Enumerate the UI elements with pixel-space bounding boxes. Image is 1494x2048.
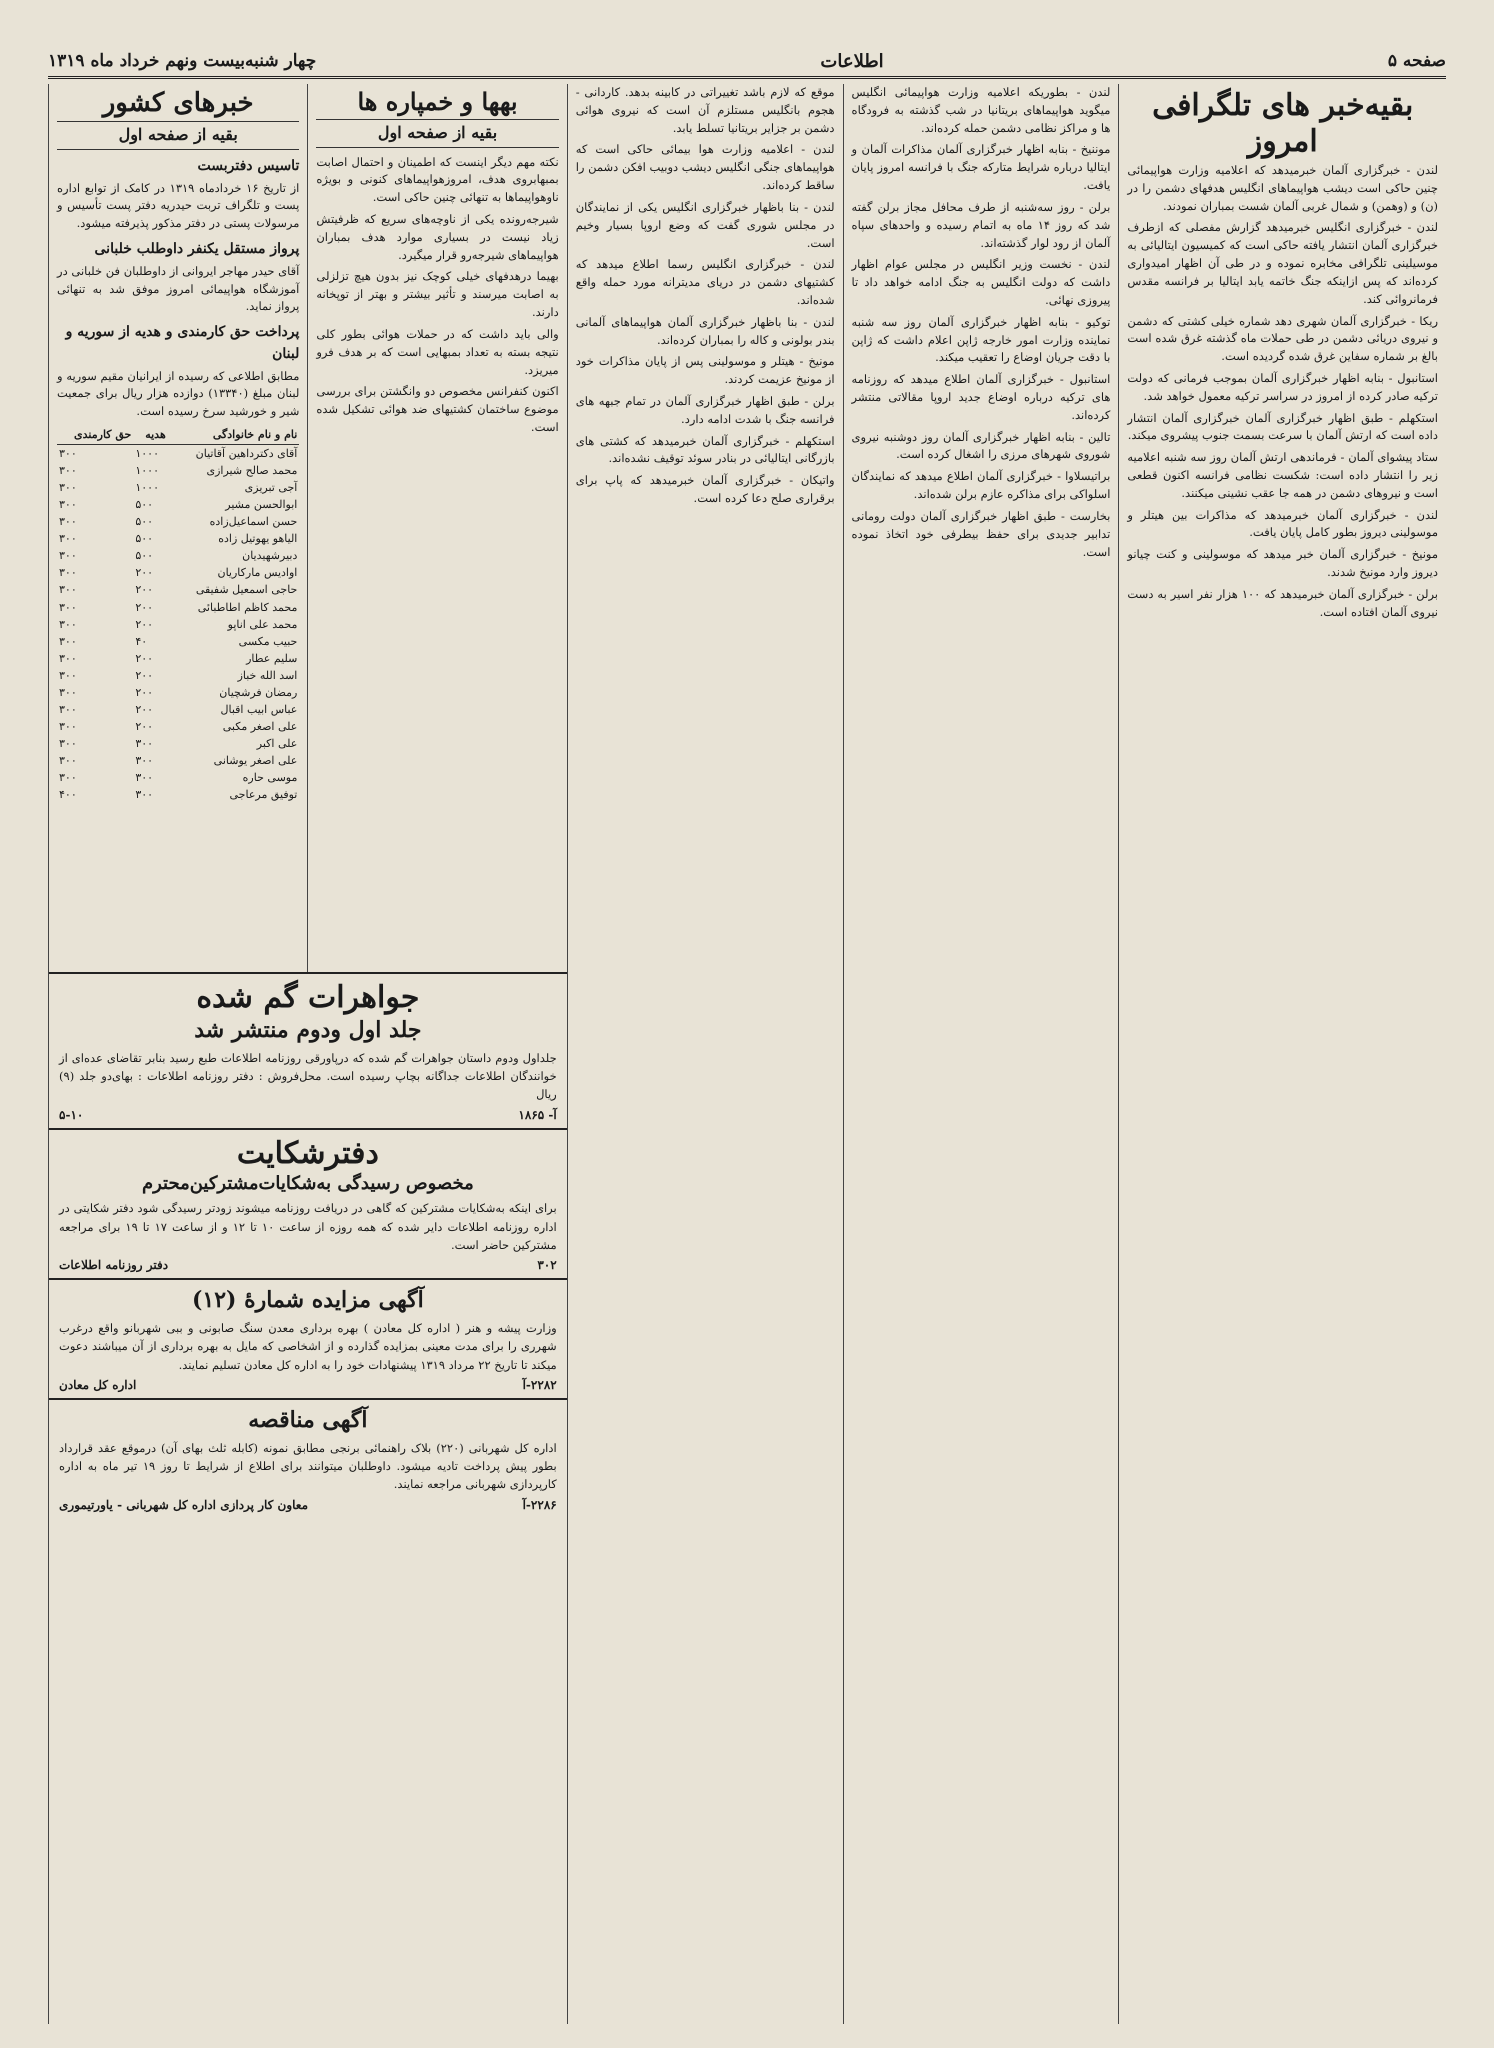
war-item-1: لندن - بطوریکه اعلامیه وزارت هواپیمائی انگلیس میگوید هواپیماهای بریتانیا در شب گذشته به فرودگاه ها و مراکز نظامی دشمن حمله کرده‌اند. (851, 85, 1111, 135)
donor-fee: ۳۰۰ (59, 566, 77, 580)
telegraph-item-6: ستاد پیشوای آلمان - فرماندهی ارتش آلمان روز سه شنبه اعلامیه زیر را انتشار داده است: شکست نظامی فرانسه اکنون قطعی است و نیروهای دشمن در همه جا عقب نشینی میکنند. (1127, 450, 1438, 500)
donor-fee: ۳۰۰ (59, 515, 77, 529)
donor-row (57, 616, 299, 633)
country-news-column (49, 84, 307, 972)
telegraph-item-3: ریکا - خبرگزاری آلمان شهری دهد شماره خیلی کشتی که دشمن و نیروی دریائی دشمن در طی حملات ماه گذشته غرق شده است بالغ بر شماره سفاین غرق شده گردیده است. (1127, 313, 1438, 364)
donor-fee: ۳۰۰ (59, 549, 77, 563)
donor-row (57, 462, 299, 479)
country-title: خبرهای کشور (102, 88, 254, 118)
complaints-ad (49, 1130, 567, 1281)
donor-fee: ۳۰۰ (59, 532, 77, 546)
donor-row (57, 667, 299, 684)
donors-header-gift: هدیه (133, 425, 167, 445)
donor-name: الیاهو یهوتیل زاده (218, 532, 298, 546)
jewels-ad-ref-2: ۵-۱۰ (59, 1107, 84, 1122)
donor-fee: ۳۰۰ (59, 753, 77, 767)
paper-name: اطلاعات (820, 50, 884, 72)
masthead (48, 46, 1446, 79)
misc-item-6: مونیخ - هیتلر و موسولینی پس از پایان مذاکرات خود از مونیخ عزیمت کردند. (575, 354, 835, 387)
jewels-ad-subtitle: جلد اول ودوم منتشر شد (194, 1017, 422, 1043)
page-number: صفحه ۵ (1387, 51, 1446, 71)
telegraph-item-9: برلن - خبرگزاری آلمان خبرمیدهد که ۱۰۰ هزار نفر اسیر به دست نیروی آلمان افتاده است. (1127, 586, 1438, 619)
country-subtitle: بقیه از صفحه اول (57, 121, 299, 150)
donor-fee: ۳۰۰ (59, 634, 77, 648)
donor-fee: ۳۰۰ (59, 685, 77, 699)
donor-row (57, 701, 299, 718)
donor-gift: ۲۰۰ (135, 600, 154, 614)
donor-gift: ۲۰۰ (135, 617, 154, 631)
donor-fee: ۴۰۰ (59, 788, 77, 802)
auction-ad (49, 1280, 567, 1400)
auction-ad-ref: ۲۲۸۲-آ (522, 1378, 557, 1393)
donor-row (57, 650, 299, 667)
donor-gift: ۵۰۰ (135, 532, 154, 546)
tender-ad-ref: ۲۲۸۶-آ (522, 1497, 557, 1512)
donor-name: علی اصغر مکبی (222, 719, 298, 733)
war-news-column (843, 84, 1119, 2024)
donor-gift: ۲۰۰ (135, 719, 154, 733)
telegraph-title: بقیه‌خبر های تلگرافی امروز (1152, 88, 1414, 159)
donor-gift: ۲۰۰ (135, 685, 154, 699)
auction-ad-title: آگهی مزایده شمارهٔ (۱۲) (191, 1287, 424, 1314)
country-paragraph-1: از تاریخ ۱۶ خردادماه ۱۳۱۹ در کامک از توابع اداره پست و تلگراف تربت حیدریه دفتر پست تأسیس و مرسولات پستی در دفتر مذکور پذیرفته میشود. (57, 180, 300, 231)
donor-name: علی اکبر (256, 736, 298, 750)
donor-row (57, 735, 299, 752)
donors-header-row (57, 425, 299, 445)
donor-name: محمد علی اناپو (227, 617, 298, 631)
donor-name: حبیب مکسی (238, 634, 298, 648)
donor-fee: ۳۰۰ (59, 651, 77, 665)
donor-name: محمد کاظم اطاطبائی (197, 600, 298, 614)
war-item-4: لندن - نخست وزیر انگلیس در مجلس عوام اظهار داشت که دولت انگلیس به جنگ ادامه خواهد داد تا پیروزی نهائی. (851, 257, 1111, 307)
donor-gift: ۲۰۰ (135, 583, 154, 597)
bombs-paragraph-3: بهیما درهدفهای خیلی کوچک نیز بدون هیچ تزلزلی به اصابت میرسند و تأثیر بیشتر و بهتر از توپخانه دارند. (316, 269, 559, 320)
tender-ad-signature: معاون کار پردازی اداره کل شهربانی - یاورتیموری (59, 1497, 309, 1512)
bombs-title: بهها و خمپاره ها (357, 87, 518, 116)
country-heading-1: تاسیس دفتربست (197, 157, 300, 174)
donor-gift: ۴۰ (135, 634, 148, 648)
bombs-paragraph-5: اکنون کنفرانس مخصوص دو وانگشتن برای بررسی موضوع ساختمان کشتیهای ضد هوائی تشکیل شده است. (316, 384, 559, 434)
donor-gift: ۵۰۰ (135, 549, 154, 563)
donor-gift: ۲۰۰ (135, 668, 154, 682)
donor-fee: ۳۰۰ (59, 719, 77, 733)
donor-name: حسن اسماعیل‌زاده (209, 515, 298, 529)
telegraph-item-8: مونیخ - خبرگزاری آلمان خبر میدهد که موسولینی و کنت چیانو دیروز وارد مونیخ شدند. (1127, 547, 1438, 580)
jewels-ad-title: جواهرات گم شده (196, 980, 420, 1015)
misc-item-5: لندن - بنا باظهار خبرگزاری آلمان هواپیماهای آلمانی بندر بولونی و کاله را بمباران کرده‌اند. (575, 314, 835, 347)
war-item-6: استانبول - خبرگزاری آلمان اطلاع میدهد که روزنامه های ترکیه درباره اوضاع جدید اروپا مقالاتی منتشر کرده‌اند. (851, 372, 1111, 422)
donor-gift: ۱۰۰۰ (135, 481, 159, 495)
issue-date: چهار شنبه‌بیست ونهم خرداد ماه ۱۳۱۹ (48, 51, 317, 71)
donor-fee: ۳۰۰ (59, 702, 77, 716)
donor-row (57, 581, 299, 598)
columns (48, 84, 1446, 2024)
complaints-ad-body: برای اینکه به‌شکایات مشترکین که گاهی در دریافت روزنامه میشوند زودتر رسیدگی شود دفتر شکایتی در اداره روزنامه اطلاعات دایر شده که همه روزه از ساعت ۱۰ تا ۱۲ و از ساعت ۱۷ تا ۱۹ برای مراجعه مشترکین حاضر است. (59, 1201, 557, 1252)
donor-row (57, 445, 299, 463)
telegraph-item-4: استانبول - بنابه اظهار خبرگزاری آلمان بموجب فرمانی که دولت ترکیه صادر کرده از امروز در سراسر ترکیه معمول خواهد شد. (1127, 370, 1438, 403)
complaints-ad-title: دفترشکایت (236, 1135, 379, 1171)
left-top-columns (49, 84, 567, 974)
donor-row (57, 564, 299, 581)
donor-fee: ۳۰۰ (59, 668, 77, 682)
donor-name: موسی حاره (242, 770, 298, 784)
misc-item-8: استکهلم - خبرگزاری آلمان خبرمیدهد که کشتی های بازرگانی ایتالیائی در بنادر سوئد توقیف نشده‌اند. (575, 433, 835, 466)
donor-row (57, 633, 299, 650)
misc-item-2: لندن - اعلامیه وزارت هوا بیمائی حاکی است که هواپیماهای جنگی انگلیس دیشب دوبیب افکن دشمن را ساقط کرده‌اند. (575, 142, 835, 193)
donor-fee: ۳۰۰ (59, 481, 77, 495)
jewels-ad (49, 974, 567, 1130)
donor-row (57, 769, 299, 786)
donors-header-fee: حق کارمندی (57, 425, 133, 445)
donor-fee: ۳۰۰ (59, 447, 77, 461)
misc-item-7: برلن - طبق اظهار خبرگزاری آلمان در تمام جبهه های فرانسه جنگ با شدت ادامه دارد. (575, 394, 835, 426)
war-item-9: بخارست - طبق اظهار خبرگزاری آلمان دولت رومانی تدابیر جدیدی برای حفظ بیطرفی خود اتخاذ نموده است. (851, 508, 1111, 559)
complaints-ad-ref: ۳۰۲ (537, 1258, 557, 1273)
country-heading-2: پرواز مستقل یکنفر داوطلب خلبانی (94, 241, 300, 258)
donor-name: عباس ابیب اقبال (220, 702, 298, 716)
misc-item-9: واتیکان - خبرگزاری آلمان خبرمیدهد که پاپ برای برقراری صلح دعا کرده است. (575, 473, 835, 506)
war-item-7: تالین - بنابه اظهار خبرگزاری آلمان روز دوشنبه نیروی شوروی شهرهای مرزی را اشغال کرده است. (851, 429, 1111, 462)
donor-name: آقای دکترداهین آقاتیان (195, 447, 298, 461)
misc-news-column (567, 84, 843, 2024)
telegraph-item-2: لندن - خبرگزاری انگلیس خبرمیدهد گزارش مفصلی که ازطرف خبرگزاری آلمان انتشار یافته حاکی است که کمیسیون ایتالیائی به موسیلینی تلگرافی مخابره نموده و در طی آن اظهار امیدواری کرده‌اند که پس ازاینکه جنگ خاتمه یابد ایتالیا بر فرانسه مقدس فرمانروائی کند. (1127, 220, 1438, 306)
donor-fee: ۳۰۰ (59, 464, 77, 478)
donor-name: سلیم عطار (246, 651, 298, 665)
donor-gift: ۳۰۰ (135, 753, 154, 767)
tender-ad-body: اداره کل شهربانی (۲۲۰) بلاک راهنمائی برنجی مطابق نمونه (کابله ثلث بهای آن) درموقع عقد قرارداد بطور پیش پرداخت تادیه میشود. داوطلبان میتوانند برای اطلاع از شرایط تا روز ۱۹ تیر ماه به اداره کارپردازی شهربانی مراجعه نمایند. (59, 1440, 557, 1492)
donor-gift: ۱۰۰۰ (135, 447, 159, 461)
war-item-8: براتیسلاوا - خبرگزاری آلمان اطلاع میدهد که نمایندگان اسلواکی برای مذاکره عازم برلن شده‌اند. (851, 469, 1111, 502)
jewels-ad-body: جلداول ودوم داستان جواهرات گم شده که درپاورقی روزنامه اطلاعات طبع رسید بنابر تقاضای عده‌ای از خوانندگان اطلاعات جداگانه بچاپ رسیده است. محل‌فروش : دفتر روزنامه اطلاعات : بهای‌دو جلد (۹) ریال (59, 1050, 557, 1102)
donor-name: محمد صالح شیرازی (206, 464, 298, 478)
bombs-paragraph-2: شیرجه‌رونده یکی از ناوچه‌های سریع که ظرفیتش زیاد نیست در بسیاری موارد هدف بمباران هواپیماهای شیرجه‌رو قرار میگیرد. (316, 212, 559, 262)
misc-item-3: لندن - بنا باظهار خبرگزاری انگلیس یکی از نمایندگان در مجلس شوری گفت که وضع اروپا بسیار وخیم است. (575, 199, 835, 250)
auction-ad-body: وزارت پیشه و هنر ( اداره کل معادن ) بهره برداری معدن سنگ صابونی و ببی شهربانو واقع درغرب شهرری را برای مدت معینی بمزایده گذارده و از اشخاصی که مایل به بهره برداری از آن میباشند دعوت میکند تا تاریخ ۲۲ مرداد ۱۳۱۹ پیشنهادات خود را به اداره کل معادن تسلیم نمایند. (59, 1320, 557, 1372)
war-item-2: موننیخ - بنابه اظهار خبرگزاری آلمان مذاکرات آلمان و ایتالیا درباره شرایط متارکه جنگ با فرانسه امروز پایان یافت. (851, 142, 1111, 193)
donor-fee: ۳۰۰ (59, 617, 77, 631)
donors-table (57, 425, 299, 803)
donors-header-name: نام و نام خانوادگی (168, 425, 300, 445)
donor-gift: ۲۰۰ (135, 651, 154, 665)
misc-item-4: لندن - خبرگزاری انگلیس رسما اطلاع میدهد که کشتیهای دشمن در دریای مدیترانه مورد حمله واقع شده‌اند. (575, 257, 835, 307)
donor-name: حاجی اسمعیل شفیقی (195, 583, 298, 597)
telegraph-item-7: لندن - خبرگزاری آلمان خبرمیدهد که مذاکرات بین هیتلر و موسولینی دیروز بطور کامل پایان یافت. (1127, 507, 1438, 540)
donor-gift: ۵۰۰ (135, 515, 154, 529)
donor-row (57, 530, 299, 547)
country-paragraph-2: آقای حیدر مهاجر ایروانی از داوطلبان فن خلبانی در آموزشگاه هواپیمائی امروز موفق شد به تنهائی پرواز نماید. (57, 263, 300, 314)
donor-name: اوادیس مارکاریان (217, 566, 298, 580)
complaints-ad-signature: دفتر روزنامه اطلاعات (59, 1258, 169, 1273)
bombs-subtitle: بقیه از صفحه اول (316, 119, 558, 148)
donor-row (57, 513, 299, 530)
war-item-5: توکیو - بنابه اظهار خبرگزاری آلمان روز سه شنبه نماینده وزارت امور خارجه ژاپن اعلام داشت که ژاپن با دقت جریان اوضاع را تعقیب میکند. (851, 314, 1111, 365)
donor-fee: ۳۰۰ (59, 583, 77, 597)
donor-row (57, 496, 299, 513)
donor-gift: ۳۰۰ (135, 736, 154, 750)
donor-row (57, 547, 299, 564)
donor-fee: ۳۰۰ (59, 736, 77, 750)
donor-row (57, 752, 299, 769)
misc-item-1: موقع که لازم باشد تغییراتی در کابینه بدهد. کاردانی - هجوم بانگلیس مستلزم آن است که نیروی هوائی دشمن بر جزایر بریتانیا تسلط یابد. (575, 85, 835, 135)
donor-fee: ۳۰۰ (59, 600, 77, 614)
donor-gift: ۲۰۰ (135, 702, 154, 716)
donor-gift: ۱۰۰۰ (135, 464, 159, 478)
complaints-ad-footer (59, 1258, 557, 1272)
war-item-3: برلن - روز سه‌شنبه از طرف محافل مجاز برلن گفته شد که روز ۱۴ ماه به اتمام رسیده و واحدهای سپاه آلمان از رود لوار گذشته‌اند. (851, 199, 1111, 250)
jewels-ad-footer (59, 1108, 557, 1122)
donor-name: توفیق مرعاجی (229, 788, 298, 802)
bombs-paragraph-1: نکته مهم دیگر اینست که اطمینان و احتمال اصابت بمبهابروی هدف، امروزهواپیماهای کنونی و بویژه ناوهواپیماها به تنهائی چنین حاکی است. (316, 154, 559, 205)
auction-ad-signature: اداره کل معادن (59, 1378, 137, 1393)
donor-name: اسد الله خباز (237, 668, 298, 682)
telegraph-item-5: استکهلم - طبق اظهار خبرگزاری آلمان خبرگزاری آلمان انتشار داده است که ارتش آلمان با سرعت بسمت جنوب پیشروی میکند. (1127, 410, 1438, 443)
bombs-column (307, 84, 566, 972)
tender-ad (49, 1400, 567, 1518)
country-paragraph-3: مطابق اطلاعی که رسیده از ایرانیان مقیم سوریه و لبنان مبلغ (۱۳۳۴۰) دوازده هزار ریال برای جمعیت شیر و خورشید سرخ رسیده است. (57, 368, 300, 419)
donor-gift: ۳۰۰ (135, 788, 154, 802)
telegraph-item-1: لندن - خبرگزاری آلمان خبرمیدهد که اعلامیه وزارت هواپیمائی چنین حاکی است دیشب هواپیماهای انگلیس هدفهای دشمن را در (ن) و (وهمن) و شمال غربی آلمان شست بمباران نمودند. (1127, 163, 1438, 213)
donor-row (57, 599, 299, 616)
complaints-ad-subtitle: مخصوص رسیدگی به‌شکایات‌مشترکین‌محترم (141, 1172, 474, 1194)
tender-ad-footer (59, 1498, 557, 1512)
donor-row (57, 718, 299, 735)
tender-ad-title: آگهی مناقصه (248, 1407, 368, 1434)
donor-row (57, 479, 299, 496)
bombs-paragraph-4: والی باید داشت که در حملات هوائی بطور کلی نتیجه بسته به تعداد بمبهایی است که بر هدف فرو میریزد. (316, 326, 559, 377)
country-heading-3: پرداخت حق کارمندی و هدیه از سوریه و لبنان (65, 324, 300, 362)
donor-name: علی اصغر یوشانی (213, 753, 298, 767)
telegraph-column (1118, 84, 1446, 2024)
donor-name: ابوالحسن مشیر (225, 498, 298, 512)
donor-name: دبیرشهیدیان (242, 549, 298, 563)
donor-gift: ۲۰۰ (135, 566, 154, 580)
donor-fee: ۳۰۰ (59, 770, 77, 784)
donor-name: رمضان فرشچیان (219, 685, 298, 699)
donor-fee: ۳۰۰ (59, 498, 77, 512)
left-block (48, 84, 567, 2024)
donor-row (57, 684, 299, 701)
donor-row (57, 786, 299, 803)
donor-gift: ۵۰۰ (135, 498, 154, 512)
donor-name: آجی تبریزی (244, 481, 298, 495)
jewels-ad-ref-1: آ- ۱۸۶۵ (518, 1107, 557, 1122)
donor-gift: ۳۰۰ (135, 770, 154, 784)
auction-ad-footer (59, 1378, 557, 1392)
